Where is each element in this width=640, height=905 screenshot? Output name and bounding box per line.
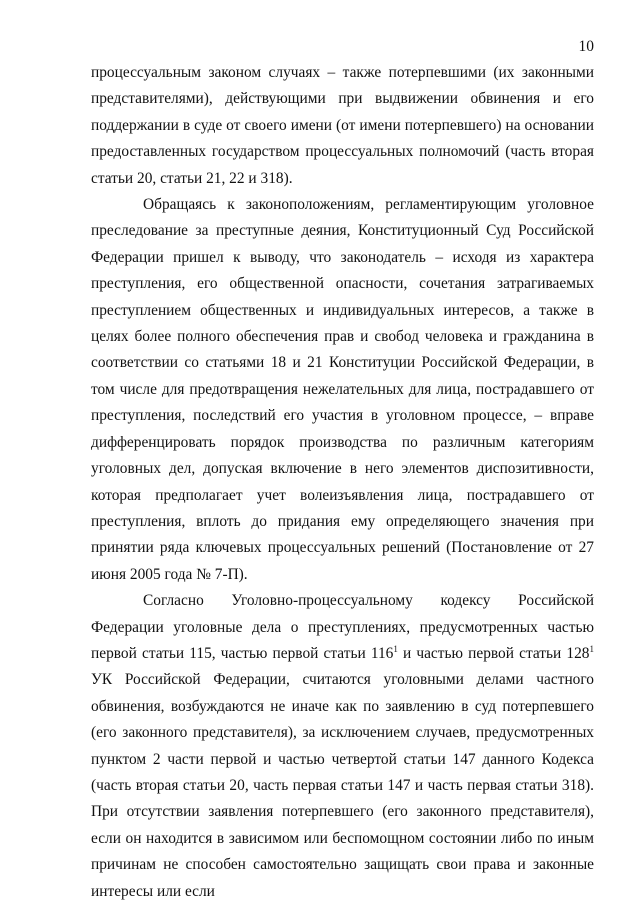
paragraph [91, 192, 594, 588]
paragraph [91, 588, 594, 905]
paragraph-text: и частью первой статьи 128 [397, 644, 590, 662]
footnote-superscript: 1 [589, 643, 594, 654]
paragraph-text: УК Российской Федерации, считаются уголовными делами частного обвинения, возбуждаются не иначе как по заявлению в суд потерпевшего (его законного представителя), за исключением случаев, предусмотренных пунктом 2 части первой и частью четвертой статьи 147 данного Кодекса (часть вторая статьи 20, часть первая статьи 147 и часть первая статьи 318). При отсутствии заявления потерпевшего (его законного представителя), если он находится в зависимом или беспомощном состоянии либо по иным причинам не способен самостоятельно защищать свои права и законные интересы или если [91, 671, 594, 900]
paragraph-text: процессуальным законом случаях – также потерпевшими (их законными представителями), действующими при выдвижении обвинения и его поддержании в суде от своего имени (от имени потерпевшего) на основании предоставленных государством процессуальных полномочий (часть вторая статьи 20, статьи 21, 22 и 318). [91, 64, 594, 187]
paragraph [91, 60, 594, 192]
paragraph-text: Согласно Уголовно-процессуальному кодексу Российской Федерации уголовные дела о преступлениях, предусмотренных частью первой статьи 115, частью первой статьи 116 [91, 592, 594, 662]
page-number: 10 [578, 38, 594, 55]
paragraph-text: Обращаясь к законоположениям, регламентирующим уголовное преследование за преступные деяния, Конституционный Суд Российской Федерации пришел к выводу, что законодатель – исходя из характера преступления, его общественной опасности, сочетания затрагиваемых преступлением общественных и индивидуальных интересов, а также в целях более полного обеспечения прав и свобод человека и гражданина в соответствии со статьями 18 и 21 Конституции Российской Федерации, в том числе для предотвращения нежелательных для лица, пострадавшего от преступления, последствий его участия в уголовном процессе, – вправе дифференцировать порядок производства по различным категориям уголовных дел, допуская включение в него элементов диспозитивности, которая предполагает учет волеизъявления лица, пострадавшего от преступления, вплоть до придания ему определяющего значения при принятии ряда ключевых процессуальных решений (Постановление от 27 июня 2005 года № 7-П). [91, 196, 594, 583]
footnote-superscript: 1 [393, 643, 398, 654]
document-body [91, 60, 594, 905]
